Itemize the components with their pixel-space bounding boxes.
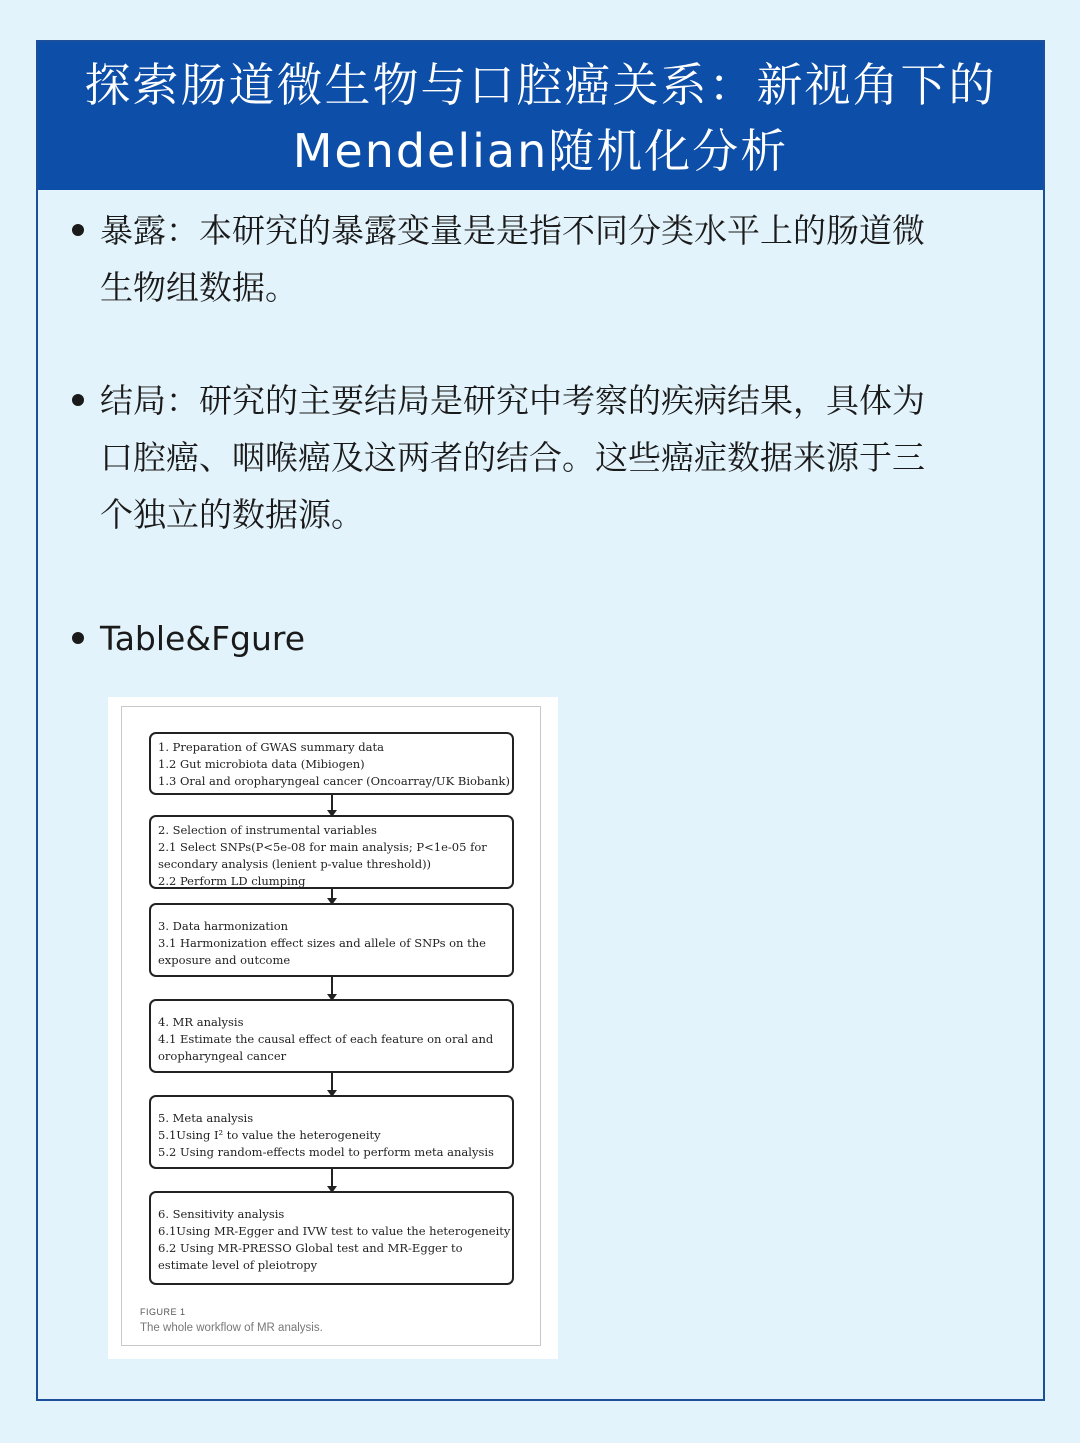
flow-box-4 (149, 999, 514, 1073)
flow-box-line: 2. Selection of instrumental variables (158, 823, 377, 837)
title-bar (38, 42, 1043, 190)
flow-box-line: 4.1 Estimate the causal effect of each feature on oral and (158, 1032, 494, 1046)
title-line-1: 探索肠道微生物与口腔癌关系：新视角下的 (84, 58, 997, 112)
flow-box-line: 2.2 Perform LD clumping (158, 874, 306, 888)
flow-box-line: 1. Preparation of GWAS summary data (158, 740, 384, 754)
flow-box-line: 1.2 Gut microbiota data (Mibiogen) (158, 757, 365, 771)
flow-box-line: 6. Sensitivity analysis (158, 1207, 285, 1221)
flow-box-2 (149, 815, 514, 889)
bullet-outcome (100, 372, 1020, 543)
flow-box-line: 6.1Using MR-Egger and IVW test to value the heterogeneity (158, 1224, 511, 1238)
flow-arrow (331, 795, 333, 815)
figure-label: FIGURE 1 (140, 1307, 186, 1317)
table-figure-label: Table&Fgure (100, 619, 306, 658)
content-frame (36, 40, 1045, 1401)
flow-arrow (331, 977, 333, 999)
flow-box-line: 4. MR analysis (158, 1015, 244, 1029)
flow-box-line: 1.3 Oral and oropharyngeal cancer (Oncoarray/UK Biobank) (158, 774, 511, 788)
flow-arrow (331, 1169, 333, 1191)
flow-box-line: oropharyngeal cancer (158, 1049, 287, 1063)
flow-box-line: 5. Meta analysis (158, 1111, 254, 1125)
flow-box-3 (149, 903, 514, 977)
flow-box-1 (149, 732, 514, 795)
flow-arrow (331, 1073, 333, 1095)
outcome-line-3: 个独立的数据源。 (100, 495, 364, 534)
exposure-line-2: 生物组数据。 (100, 268, 298, 307)
bullet-table-figure (100, 610, 1020, 667)
figure-caption: The whole workflow of MR analysis. (140, 1322, 323, 1334)
flow-box-5 (149, 1095, 514, 1169)
flow-box-line: estimate level of pleiotropy (158, 1258, 318, 1272)
bullet-exposure (100, 202, 1020, 316)
flow-box-line: secondary analysis (lenient p-value threshold)) (158, 857, 432, 871)
bullet-dot (72, 632, 84, 644)
outcome-line-2: 口腔癌、咽喉癌及这两者的结合。这些癌症数据来源于三 (100, 438, 925, 477)
bullet-dot (72, 224, 84, 236)
flow-box-line: 5.2 Using random-effects model to perform meta analysis (158, 1145, 494, 1159)
flow-box-line: 2.1 Select SNPs(P<5e-08 for main analysis; P<1e-05 for (158, 840, 487, 854)
flow-box-6 (149, 1191, 514, 1285)
flow-box-line: exposure and outcome (158, 953, 291, 967)
flow-arrow (331, 889, 333, 903)
figure-border (121, 706, 541, 1346)
flow-box-line: 3.1 Harmonization effect sizes and allele of SNPs on the (158, 936, 486, 950)
flow-box-line: 3. Data harmonization (158, 919, 289, 933)
exposure-line-1: 暴露：本研究的暴露变量是是指不同分类水平上的肠道微 (100, 211, 925, 250)
flow-box-line: 5.1Using I² to value the heterogeneity (158, 1128, 381, 1142)
flow-box-line: 6.2 Using MR-PRESSO Global test and MR-Egger to (158, 1241, 463, 1255)
bullet-dot (72, 394, 84, 406)
outcome-line-1: 结局：研究的主要结局是研究中考察的疾病结果，具体为 (100, 381, 925, 420)
figure-image (108, 697, 558, 1359)
title-line-2: Mendelian随机化分析 (292, 124, 789, 178)
